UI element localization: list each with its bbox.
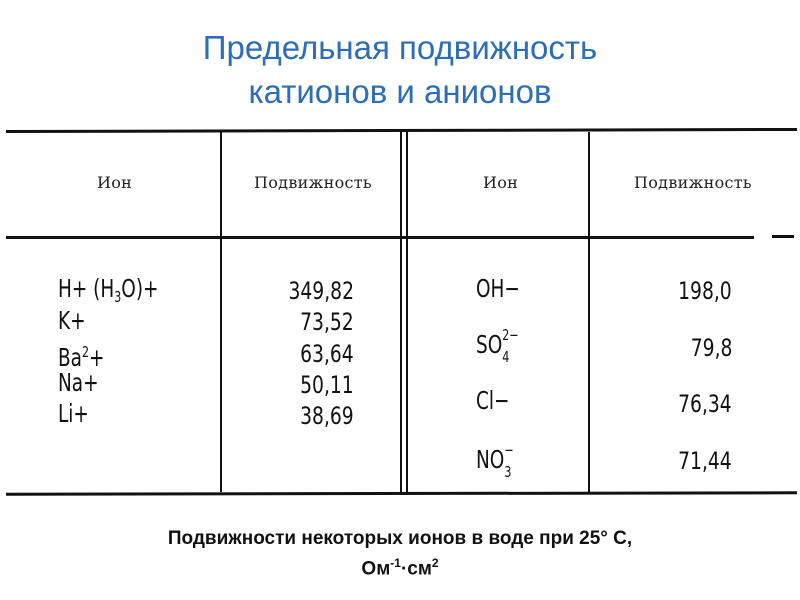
column-divider-center-a bbox=[400, 132, 402, 492]
column-divider-3 bbox=[588, 132, 590, 492]
caption-line-1: Подвижности некоторых ионов в воде при 25° С, bbox=[167, 528, 633, 549]
cation-value-barium: 63,64 bbox=[300, 340, 354, 368]
anion-value-nitrate: 71,44 bbox=[678, 447, 732, 475]
anion-ion-chloride: Cl− bbox=[476, 386, 510, 415]
cation-ion-potassium: K+ bbox=[58, 306, 86, 335]
slide-title-line-2: катионов и анионов bbox=[248, 73, 552, 110]
cation-ion-barium: $Ba^2+$ bbox=[58, 343, 105, 372]
column-divider-1 bbox=[220, 132, 222, 492]
column-divider-center-b bbox=[406, 132, 408, 492]
cation-value-sodium: 50,11 bbox=[300, 371, 354, 399]
cation-ion-hydronium: $H+ (H_3O)+$ bbox=[58, 274, 159, 306]
cation-value-hydronium: 349,82 bbox=[288, 277, 354, 305]
anion-value-sulfate: 79,8 bbox=[690, 334, 732, 362]
table-header-rule-tail bbox=[772, 235, 794, 238]
cation-ion-lithium: Li+ bbox=[58, 399, 89, 428]
anion-value-hydroxide: 198,0 bbox=[678, 277, 732, 305]
anion-ion-nitrate: NO − 3 bbox=[476, 441, 514, 481]
header-mobility-cations: Подвижность bbox=[254, 173, 372, 192]
slide-title-line-1: Предельная подвижность bbox=[202, 29, 598, 66]
anion-ion-hydroxide: OH− bbox=[476, 274, 520, 303]
cation-ion-sodium: Na+ bbox=[58, 368, 99, 397]
cation-value-lithium: 38,69 bbox=[300, 402, 354, 430]
caption-line-2: $Ом^{-1}\cdot см^2$ bbox=[361, 556, 439, 580]
header-mobility-anions: Подвижность bbox=[634, 173, 752, 192]
anion-ion-sulfate: SO 2− 4 bbox=[476, 326, 519, 366]
header-ion-cations: Ион bbox=[97, 173, 133, 192]
header-ion-anions: Ион bbox=[483, 173, 519, 192]
cation-value-potassium: 73,52 bbox=[300, 308, 354, 336]
anion-value-chloride: 76,34 bbox=[678, 390, 732, 418]
table-caption bbox=[0, 527, 800, 581]
table-header-rule bbox=[6, 236, 754, 239]
